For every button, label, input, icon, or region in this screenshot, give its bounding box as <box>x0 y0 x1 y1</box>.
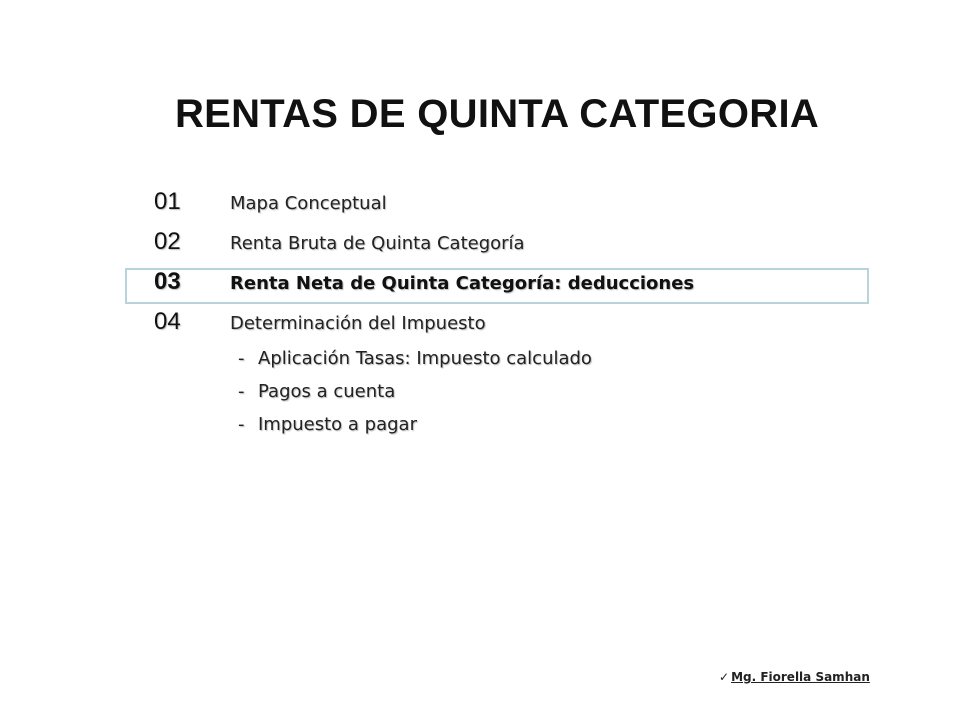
agenda-number: 01 <box>154 188 181 215</box>
agenda-label: Mapa Conceptual <box>230 193 387 214</box>
agenda-item-4 <box>154 308 486 342</box>
agenda-label: Renta Bruta de Quinta Categoría <box>230 233 525 254</box>
agenda-label: Determinación del Impuesto <box>230 313 486 334</box>
agenda-number: 03 <box>154 268 181 295</box>
subitem-dash: - <box>238 381 245 402</box>
agenda-subitem-3 <box>238 414 417 435</box>
agenda-label: Renta Neta de Quinta Categoría: deducciones <box>230 273 695 294</box>
agenda-number: 04 <box>154 308 181 335</box>
agenda-subitem-2 <box>238 381 395 402</box>
author-credit <box>719 670 870 684</box>
agenda-subitem-1 <box>238 348 592 369</box>
subitem-dash: - <box>238 414 245 435</box>
subitem-label: Impuesto a pagar <box>258 414 417 435</box>
agenda-item-2 <box>154 228 525 262</box>
subitem-dash: - <box>238 348 245 369</box>
subitem-label: Pagos a cuenta <box>258 381 396 402</box>
agenda-item-3 <box>154 268 694 302</box>
author-name: Mg. Fiorella Samhan <box>731 670 870 684</box>
subitem-label: Aplicación Tasas: Impuesto calculado <box>258 348 592 369</box>
check-icon: ✓ <box>719 670 730 684</box>
agenda-number: 02 <box>154 228 181 255</box>
agenda-item-1 <box>154 188 387 222</box>
page-title: RENTAS DE QUINTA CATEGORIA <box>174 92 820 136</box>
